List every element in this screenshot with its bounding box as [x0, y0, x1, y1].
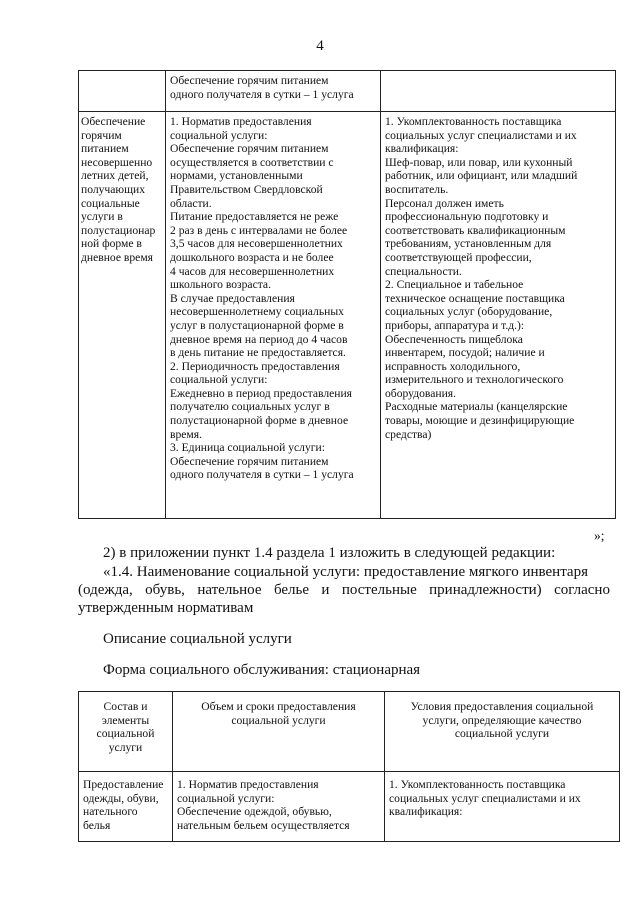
- cell-line: летних детей,: [81, 169, 149, 183]
- header-line: Состав и: [103, 700, 148, 713]
- cell-line: дневное время на период до 4 часов: [170, 332, 348, 346]
- service-table-new: [78, 691, 620, 842]
- cell-line: социальные: [81, 196, 140, 210]
- cell-line: 3,5 часов для несовершеннолетних: [170, 237, 343, 251]
- cell-line: 1. Укомплектованность поставщика: [389, 778, 566, 791]
- justified-word: (одежда,: [78, 582, 133, 598]
- cell-line: получающих: [81, 182, 145, 196]
- justified-word: нательное: [197, 582, 262, 598]
- cell-line: Шеф-повар, или повар, или кухонный: [385, 155, 573, 169]
- cell-line: ной форме в: [81, 237, 142, 251]
- cell-line: Персонал должен иметь: [385, 196, 504, 210]
- closing-quote-mark: »;: [594, 528, 605, 543]
- header-line: социальной услуги: [454, 727, 550, 741]
- cell-line: дневное время: [81, 250, 153, 264]
- cell-line: полустационар: [81, 223, 156, 237]
- cell-line: 1. Норматив предоставления: [177, 778, 319, 791]
- column-header-composition: [79, 692, 173, 772]
- cell-line: Ежедневно в период предоставления: [170, 386, 353, 400]
- cell-line: исправность холодильного,: [385, 359, 521, 373]
- cell-line: услуги в: [81, 210, 123, 224]
- cell-line: социальных услуг специалистами и их: [385, 128, 577, 142]
- justified-word: и: [321, 582, 330, 598]
- cell-line: профессиональную подготовку и: [385, 210, 549, 224]
- cell-line: средства): [385, 427, 432, 441]
- cell-line: Обеспечение горячим питанием: [170, 454, 329, 468]
- cell-line: нормами, установленными: [170, 169, 303, 183]
- cell-line: 1. Укомплектованность поставщика: [385, 115, 562, 128]
- cell-line: горячим: [81, 128, 122, 142]
- cell-line: воспитатель.: [385, 182, 449, 196]
- table-cell-unit: [166, 71, 381, 112]
- service-name-cell: [79, 112, 166, 519]
- cell-line: приборы, аппаратура и т.д.):: [385, 318, 525, 332]
- service-name-paragraph-line1: «1.4. Наименование социальной услуги: предоставление мягкого инвентаря: [103, 564, 588, 580]
- cell-line: соответствовать квалификационным: [385, 223, 566, 237]
- cell-line: 2 раз в день с интервалами не более: [170, 223, 348, 237]
- cell-line: одежды, обуви,: [83, 791, 159, 805]
- table-cell-empty: [79, 71, 166, 112]
- cell-line: области.: [170, 196, 212, 210]
- cell-line: 2. Специальное и табельное: [385, 278, 524, 292]
- header-line: социальной услуги: [231, 713, 326, 727]
- service-volume-cell: [173, 772, 385, 842]
- cell-line: требованиям, установленным для: [385, 237, 552, 251]
- service-name-paragraph-line2: [78, 581, 610, 599]
- cell-line: Предоставление: [83, 778, 164, 791]
- cell-line: школьного возраста.: [170, 278, 271, 292]
- cell-line: белья: [83, 818, 111, 832]
- service-table-continued: [78, 70, 616, 519]
- service-form-line: Форма социального обслуживания: стационарная: [103, 662, 421, 678]
- cell-line: полустационарной форме в дневное: [170, 414, 349, 428]
- column-header-conditions: [385, 692, 620, 772]
- justified-word: согласно: [554, 582, 610, 598]
- cell-line: оборудования.: [385, 386, 457, 400]
- cell-line: несовершеннолетнему социальных: [170, 305, 344, 319]
- cell-line: Питание предоставляется не реже: [170, 210, 339, 224]
- justified-word: принадлежности): [429, 582, 542, 598]
- cell-line: 2. Периодичность предоставления: [170, 359, 340, 373]
- justified-word: белье: [273, 582, 310, 598]
- header-line: элементы: [101, 713, 150, 727]
- cell-line: Обеспеченность пищеблока: [385, 332, 523, 346]
- header-line: услуги, определяющие качество: [422, 713, 582, 727]
- cell-line: техническое оснащение поставщика: [385, 291, 565, 305]
- cell-line: Обеспечение горячим питанием: [170, 74, 329, 87]
- cell-line: 3. Единица социальной услуги:: [170, 441, 325, 455]
- cell-line: социальной услуги:: [177, 791, 275, 805]
- cell-line: работник, или официант, или младший: [385, 169, 578, 183]
- cell-line: одного получателя в сутки – 1 услуга: [170, 468, 354, 482]
- section-heading-description: Описание социальной услуги: [103, 631, 292, 647]
- justified-word: обувь,: [145, 582, 185, 598]
- service-name-paragraph-line3: утвержденным нормативам: [78, 600, 254, 616]
- cell-line: получателю социальных услуг в: [170, 400, 330, 414]
- service-name-cell: [79, 772, 173, 842]
- cell-line: измерительного и технологического: [385, 373, 564, 387]
- header-line: услуги: [108, 740, 143, 754]
- cell-line: социальной услуги:: [170, 373, 268, 387]
- cell-line: несовершенно: [81, 155, 153, 169]
- cell-line: услуг в полустационарной форме в: [170, 318, 344, 332]
- table-row: [79, 772, 620, 842]
- cell-line: питанием: [81, 142, 129, 156]
- cell-line: В случае предоставления: [170, 291, 295, 305]
- cell-line: в день питание не предоставляется.: [170, 346, 346, 360]
- cell-line: социальных услуг специалистами и их: [389, 791, 581, 805]
- header-line: Условия предоставления социальной: [410, 700, 594, 713]
- service-conditions-cell: [381, 112, 616, 519]
- table-row: [79, 112, 616, 519]
- amendment-item-paragraph: 2) в приложении пункт 1.4 раздела 1 изложить в следующей редакции:: [103, 545, 556, 561]
- cell-line: осуществляется в соответствии с: [170, 155, 334, 169]
- cell-line: инвентарем, посудой; наличие и: [385, 346, 545, 360]
- cell-line: дошкольного возраста и не более: [170, 250, 334, 264]
- page-number: 4: [316, 38, 324, 54]
- cell-line: Обеспечение горячим питанием: [170, 142, 329, 156]
- cell-line: соответствующей профессии,: [385, 250, 532, 264]
- table-cell-empty: [381, 71, 616, 112]
- cell-line: специальности.: [385, 264, 462, 278]
- cell-line: нательного: [83, 805, 138, 819]
- cell-line: квалификация:: [389, 805, 463, 819]
- cell-line: нательным бельем осуществляется: [177, 818, 350, 832]
- service-conditions-cell: [385, 772, 620, 842]
- cell-line: товары, моющие и дезинфицирующие: [385, 414, 575, 428]
- cell-line: Обеспечение: [81, 115, 146, 128]
- cell-line: Расходные материалы (канцелярские: [385, 400, 568, 414]
- column-header-volume: [173, 692, 385, 772]
- cell-line: одного получателя в сутки – 1 услуга: [170, 87, 354, 101]
- justified-word: постельные: [341, 582, 417, 598]
- table-header-row: [79, 692, 620, 772]
- cell-line: 1. Норматив предоставления: [170, 115, 312, 128]
- cell-line: квалификация:: [385, 142, 459, 156]
- cell-line: Обеспечение одеждой, обувью,: [177, 805, 332, 819]
- header-line: социальной: [96, 727, 155, 741]
- cell-line: социальных услуг (оборудование,: [385, 305, 553, 319]
- header-line: Объем и сроки предоставления: [201, 700, 356, 713]
- cell-line: социальной услуги:: [170, 128, 268, 142]
- service-volume-cell: [166, 112, 381, 519]
- table-row: [79, 71, 616, 112]
- cell-line: Правительством Свердловской: [170, 182, 323, 196]
- cell-line: 4 часов для несовершеннолетних: [170, 264, 335, 278]
- cell-line: время.: [170, 427, 202, 441]
